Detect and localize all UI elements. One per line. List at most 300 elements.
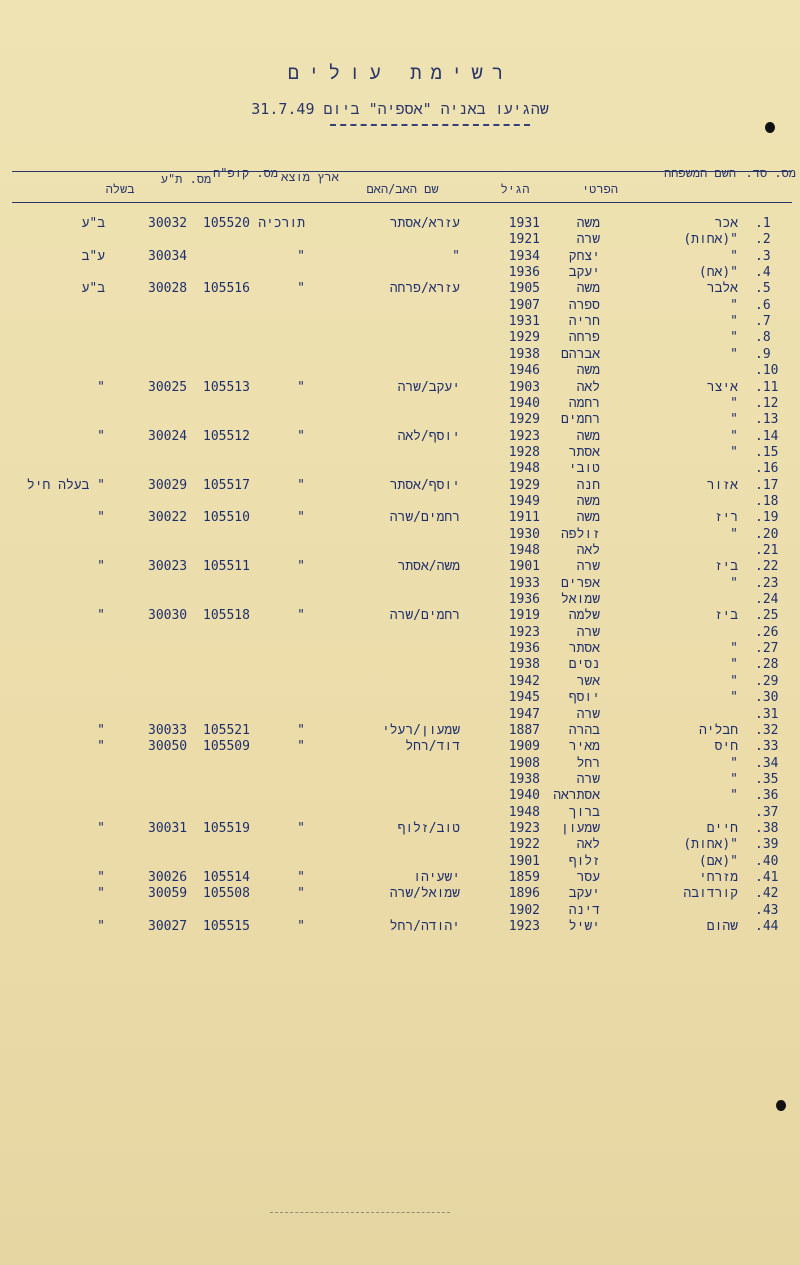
family-name: אזור <box>706 477 738 493</box>
birth-year: 1940 <box>508 788 540 804</box>
note: ב"ע <box>81 216 105 231</box>
header-first: הפרטי <box>581 182 618 196</box>
ta-number: 30030 <box>148 608 188 624</box>
first-name: לאה <box>576 837 600 853</box>
serial-number: .16 <box>755 461 779 477</box>
table-row <box>0 298 800 314</box>
ta-number: 30026 <box>148 870 188 885</box>
first-name: אסתראה <box>553 788 600 804</box>
serial-number: .26 <box>755 624 779 640</box>
birth-year: 1923 <box>508 919 540 935</box>
serial-number: .20 <box>755 526 779 542</box>
table-row <box>0 674 800 690</box>
ta-number: 30034 <box>148 248 188 264</box>
birth-year: 1936 <box>508 592 540 608</box>
serial-number: .13 <box>755 412 779 428</box>
ta-number: 30031 <box>148 820 188 836</box>
ta-number: 30028 <box>148 281 188 297</box>
header-note: בשלה <box>105 182 135 196</box>
header-year: הגיל <box>500 182 530 196</box>
table-row <box>0 886 800 902</box>
punch-hole-top <box>765 122 775 133</box>
first-name: ברוך <box>568 804 600 820</box>
first-name: בהרה <box>568 722 600 738</box>
birth-year: 1938 <box>508 346 540 362</box>
birth-year: 1949 <box>508 493 540 509</box>
note: " <box>97 870 105 885</box>
first-name: דינה <box>568 902 600 918</box>
kupa-number: 105519 <box>203 820 250 836</box>
table-row <box>0 723 800 739</box>
first-name: שמואל <box>560 592 600 608</box>
serial-number: .32 <box>755 722 779 738</box>
first-name: אברהם <box>560 346 600 362</box>
family-name: ביז <box>714 559 738 575</box>
parents-names: עזרא/אסתר <box>389 216 460 231</box>
kupa-number: 105517 <box>203 477 250 493</box>
origin-country: " <box>297 281 305 297</box>
table-row <box>0 805 800 821</box>
birth-year: 1901 <box>508 853 540 869</box>
serial-number: .41 <box>755 870 779 885</box>
birth-year: 1928 <box>508 444 540 460</box>
first-name: שלמה <box>568 608 600 624</box>
serial-number: .35 <box>755 771 779 787</box>
punch-hole-bottom <box>776 1100 786 1111</box>
first-name: משה <box>576 493 600 509</box>
first-name: פרחה <box>568 330 600 346</box>
subtitle-underline <box>330 124 530 126</box>
parents-names: משה/אסתר <box>397 559 460 575</box>
serial-number: .33 <box>755 739 779 755</box>
note: " <box>97 608 105 624</box>
first-name: רחל <box>576 755 600 771</box>
family-name: מזרחי <box>698 870 738 885</box>
header-serial: מס. סד. <box>745 166 796 180</box>
birth-year: 1905 <box>508 281 540 297</box>
serial-number: .40 <box>755 853 779 869</box>
first-name: שרה <box>576 232 600 248</box>
kupa-number: 105508 <box>203 886 250 902</box>
table-row <box>0 657 800 673</box>
serial-number: .7 <box>755 314 771 330</box>
table-row <box>0 739 800 755</box>
serial-number: .30 <box>755 690 779 706</box>
origin-country: " <box>297 477 305 493</box>
first-name: עסר <box>576 870 600 885</box>
serial-number: .3 <box>755 248 771 264</box>
serial-number: .10 <box>755 363 779 379</box>
table-row <box>0 772 800 788</box>
table-row <box>0 347 800 363</box>
serial-number: .34 <box>755 755 779 771</box>
header-family: השם המשפחה <box>663 166 737 180</box>
birth-year: 1947 <box>508 706 540 722</box>
birth-year: 1948 <box>508 543 540 558</box>
serial-number: .36 <box>755 788 779 804</box>
family-name: " <box>730 788 738 804</box>
birth-year: 1887 <box>508 722 540 738</box>
first-name: מאיר <box>568 739 600 755</box>
first-name: חריה <box>568 314 600 330</box>
table-row <box>0 249 800 265</box>
ta-number: 30059 <box>148 886 188 902</box>
table-row <box>0 314 800 330</box>
serial-number: .17 <box>755 477 779 493</box>
birth-year: 1923 <box>508 820 540 836</box>
serial-number: .11 <box>755 379 779 395</box>
note: " <box>97 919 105 935</box>
birth-year: 1903 <box>508 379 540 395</box>
table-row <box>0 363 800 379</box>
ta-number: 30023 <box>148 559 188 575</box>
serial-number: .8 <box>755 330 771 346</box>
first-name: שרה <box>576 771 600 787</box>
header-country: ארץ מוצא <box>281 170 339 184</box>
note: ע"ב <box>81 248 105 264</box>
first-name: רחמה <box>568 395 600 411</box>
note: " בעלה חיל <box>26 477 105 493</box>
family-name: אכר <box>714 216 738 231</box>
parents-names: שמואל/שרה <box>389 886 460 902</box>
birth-year: 1929 <box>508 477 540 493</box>
family-name: " <box>730 297 738 313</box>
note: " <box>97 886 105 902</box>
family-name: " <box>730 641 738 657</box>
family-name: קורדובה <box>683 886 738 902</box>
family-name: "(אח) <box>698 265 738 281</box>
first-name: רחמים <box>560 412 600 428</box>
family-name: " <box>730 575 738 591</box>
ta-number: 30050 <box>148 739 188 755</box>
serial-number: .39 <box>755 837 779 853</box>
birth-year: 1930 <box>508 526 540 542</box>
family-name: " <box>730 346 738 362</box>
birth-year: 1907 <box>508 297 540 313</box>
table-row <box>0 445 800 461</box>
serial-number: .14 <box>755 428 779 444</box>
header-ta: מס. ת"ע <box>160 172 212 186</box>
first-name: יעקב <box>568 886 600 902</box>
first-name: יצחק <box>568 248 600 264</box>
birth-year: 1929 <box>508 412 540 428</box>
origin-country: תורכיה <box>258 216 305 231</box>
birth-year: 1922 <box>508 837 540 853</box>
birth-year: 1911 <box>508 510 540 526</box>
table-row <box>0 837 800 853</box>
first-name: אפרים <box>560 575 600 591</box>
kupa-number: 105521 <box>203 722 250 738</box>
kupa-number: 105511 <box>203 559 250 575</box>
first-name: יעקב <box>568 265 600 281</box>
note: " <box>97 428 105 444</box>
kupa-number: 105513 <box>203 379 250 395</box>
ta-number: 30033 <box>148 722 188 738</box>
serial-number: .44 <box>755 919 779 935</box>
birth-year: 1919 <box>508 608 540 624</box>
table-row <box>0 527 800 543</box>
birth-year: 1923 <box>508 428 540 444</box>
ta-number: 30024 <box>148 428 188 444</box>
serial-number: .27 <box>755 641 779 657</box>
table-row <box>0 707 800 723</box>
serial-number: .2 <box>755 232 771 248</box>
table-row <box>0 625 800 641</box>
family-name: " <box>730 657 738 673</box>
document-subtitle: שהגיעו באניה "אספיה" ביום 31.7.49 <box>251 100 549 118</box>
family-name: אלבר <box>706 281 738 297</box>
table-row <box>0 641 800 657</box>
kupa-number: 105514 <box>203 870 250 885</box>
family-name: " <box>730 771 738 787</box>
first-name: משה <box>576 281 600 297</box>
birth-year: 1896 <box>508 886 540 902</box>
serial-number: .23 <box>755 575 779 591</box>
first-name: שרה <box>576 559 600 575</box>
origin-country: " <box>297 820 305 836</box>
ta-number: 30025 <box>148 379 188 395</box>
birth-year: 1931 <box>508 314 540 330</box>
birth-year: 1921 <box>508 232 540 248</box>
table-row <box>0 429 800 445</box>
kupa-number: 105518 <box>203 608 250 624</box>
serial-number: .25 <box>755 608 779 624</box>
family-name: חיים <box>706 820 738 836</box>
bottom-dashes <box>270 1212 450 1213</box>
kupa-number: 105510 <box>203 510 250 526</box>
serial-number: .6 <box>755 297 771 313</box>
parents-names: עזרא/פרחה <box>389 281 460 297</box>
table-row <box>0 821 800 837</box>
serial-number: .9 <box>755 346 771 362</box>
origin-country: " <box>297 870 305 885</box>
family-name: " <box>730 428 738 444</box>
kupa-number: 105515 <box>203 919 250 935</box>
serial-number: .19 <box>755 510 779 526</box>
first-name: ספרה <box>568 297 600 313</box>
origin-country: " <box>297 608 305 624</box>
family-name: " <box>730 673 738 689</box>
serial-number: .22 <box>755 559 779 575</box>
serial-number: .5 <box>755 281 771 297</box>
origin-country: " <box>297 919 305 935</box>
birth-year: 1923 <box>508 624 540 640</box>
serial-number: .4 <box>755 265 771 281</box>
table-row <box>0 216 800 232</box>
birth-year: 1938 <box>508 771 540 787</box>
table-row <box>0 380 800 396</box>
first-name: משה <box>576 363 600 379</box>
serial-number: .18 <box>755 493 779 509</box>
table-row <box>0 461 800 477</box>
origin-country: " <box>297 886 305 902</box>
parents-names: יעקב/שרה <box>397 379 460 395</box>
family-name: ריז <box>714 510 738 526</box>
kupa-number: 105516 <box>203 281 250 297</box>
table-row <box>0 903 800 919</box>
origin-country: " <box>297 559 305 575</box>
note: " <box>97 722 105 738</box>
family-name: חבליה <box>698 722 738 738</box>
birth-year: 1936 <box>508 265 540 281</box>
parents-names: יוסף/אסתר <box>389 477 460 493</box>
table-row <box>0 510 800 526</box>
birth-year: 1946 <box>508 363 540 379</box>
table-row <box>0 281 800 297</box>
table-row <box>0 788 800 804</box>
family-name: " <box>730 412 738 428</box>
note: " <box>97 820 105 836</box>
first-name: נסים <box>568 657 600 673</box>
header-kupa: מס. קופ"ח <box>213 166 278 180</box>
serial-number: .12 <box>755 395 779 411</box>
table-row <box>0 559 800 575</box>
ta-number: 30027 <box>148 919 188 935</box>
note: " <box>97 379 105 395</box>
first-name: שמעון <box>560 820 600 836</box>
table-row <box>0 232 800 248</box>
family-name: שהום <box>706 919 738 935</box>
parents-names: רחמים/שרה <box>389 608 460 624</box>
serial-number: .43 <box>755 902 779 918</box>
kupa-number: 105520 <box>203 216 250 231</box>
family-name: "(אחות) <box>683 232 738 248</box>
table-row <box>0 756 800 772</box>
note: ב"ע <box>81 281 105 297</box>
parents-names: יהודה/רחל <box>389 919 460 935</box>
first-name: לאה <box>576 543 600 558</box>
birth-year: 1938 <box>508 657 540 673</box>
first-name: טובי <box>568 461 600 477</box>
family-name: " <box>730 248 738 264</box>
birth-year: 1934 <box>508 248 540 264</box>
serial-number: .24 <box>755 592 779 608</box>
birth-year: 1929 <box>508 330 540 346</box>
first-name: זולפה <box>560 526 600 542</box>
family-name: איצר <box>706 379 738 395</box>
table-row <box>0 412 800 428</box>
first-name: לאה <box>576 379 600 395</box>
table-row <box>0 576 800 592</box>
birth-year: 1940 <box>508 395 540 411</box>
birth-year: 1908 <box>508 755 540 771</box>
note: " <box>97 510 105 526</box>
ta-number: 30029 <box>148 477 188 493</box>
serial-number: .21 <box>755 543 779 558</box>
family-name: "(אחות) <box>683 837 738 853</box>
family-name: חיס <box>714 739 738 755</box>
parents-names: דוד/רחל <box>405 739 460 755</box>
family-name: " <box>730 330 738 346</box>
kupa-number: 105512 <box>203 428 250 444</box>
birth-year: 1948 <box>508 461 540 477</box>
note: " <box>97 739 105 755</box>
table-row <box>0 854 800 870</box>
birth-year: 1901 <box>508 559 540 575</box>
serial-number: .42 <box>755 886 779 902</box>
first-name: ישיל <box>568 919 600 935</box>
first-name: חנה <box>576 477 600 493</box>
family-name: " <box>730 755 738 771</box>
origin-country: " <box>297 379 305 395</box>
origin-country: " <box>297 428 305 444</box>
table-row <box>0 265 800 281</box>
serial-number: .38 <box>755 820 779 836</box>
family-name: " <box>730 526 738 542</box>
header-rule-bottom <box>12 202 792 203</box>
table-row <box>0 919 800 935</box>
family-name: " <box>730 314 738 330</box>
first-name: יוסף <box>568 690 600 706</box>
table-row <box>0 592 800 608</box>
table-row <box>0 608 800 624</box>
first-name: שרה <box>576 706 600 722</box>
table-row <box>0 690 800 706</box>
parents-names: ישעיהו <box>413 870 460 885</box>
first-name: אסתר <box>568 641 600 657</box>
ta-number: 30032 <box>148 216 188 231</box>
table-row <box>0 478 800 494</box>
first-name: משה <box>576 510 600 526</box>
birth-year: 1931 <box>508 216 540 231</box>
serial-number: .37 <box>755 804 779 820</box>
table-row <box>0 330 800 346</box>
note: " <box>97 559 105 575</box>
birth-year: 1948 <box>508 804 540 820</box>
first-name: משה <box>576 216 600 231</box>
table-row <box>0 543 800 559</box>
parents-names: שמעון/רעלי <box>381 722 460 738</box>
family-name: ביז <box>714 608 738 624</box>
serial-number: .15 <box>755 444 779 460</box>
first-name: אסתר <box>568 444 600 460</box>
birth-year: 1936 <box>508 641 540 657</box>
serial-number: .1 <box>755 216 771 231</box>
birth-year: 1942 <box>508 673 540 689</box>
birth-year: 1859 <box>508 870 540 885</box>
first-name: שרה <box>576 624 600 640</box>
serial-number: .31 <box>755 706 779 722</box>
parents-names: רחמים/שרה <box>389 510 460 526</box>
family-name: "(אם) <box>698 853 738 869</box>
origin-country: " <box>297 739 305 755</box>
first-name: אשר <box>576 673 600 689</box>
table-row <box>0 494 800 510</box>
serial-number: .28 <box>755 657 779 673</box>
parents-names: יוסף/לאה <box>397 428 460 444</box>
origin-country: " <box>297 510 305 526</box>
table-row <box>0 870 800 886</box>
origin-country: " <box>297 722 305 738</box>
birth-year: 1902 <box>508 902 540 918</box>
origin-country: " <box>297 248 305 264</box>
ta-number: 30022 <box>148 510 188 526</box>
family-name: " <box>730 395 738 411</box>
kupa-number: 105509 <box>203 739 250 755</box>
serial-number: .29 <box>755 673 779 689</box>
parents-names: טוב/זלוף <box>397 820 460 836</box>
parents-names: " <box>452 248 460 264</box>
family-name: " <box>730 690 738 706</box>
first-name: זלוף <box>568 853 600 869</box>
header-parents: שם האב/האם <box>366 182 439 196</box>
table-row <box>0 396 800 412</box>
birth-year: 1909 <box>508 739 540 755</box>
birth-year: 1933 <box>508 575 540 591</box>
first-name: משה <box>576 428 600 444</box>
birth-year: 1945 <box>508 690 540 706</box>
document-title: רשימת עולים <box>287 62 513 84</box>
